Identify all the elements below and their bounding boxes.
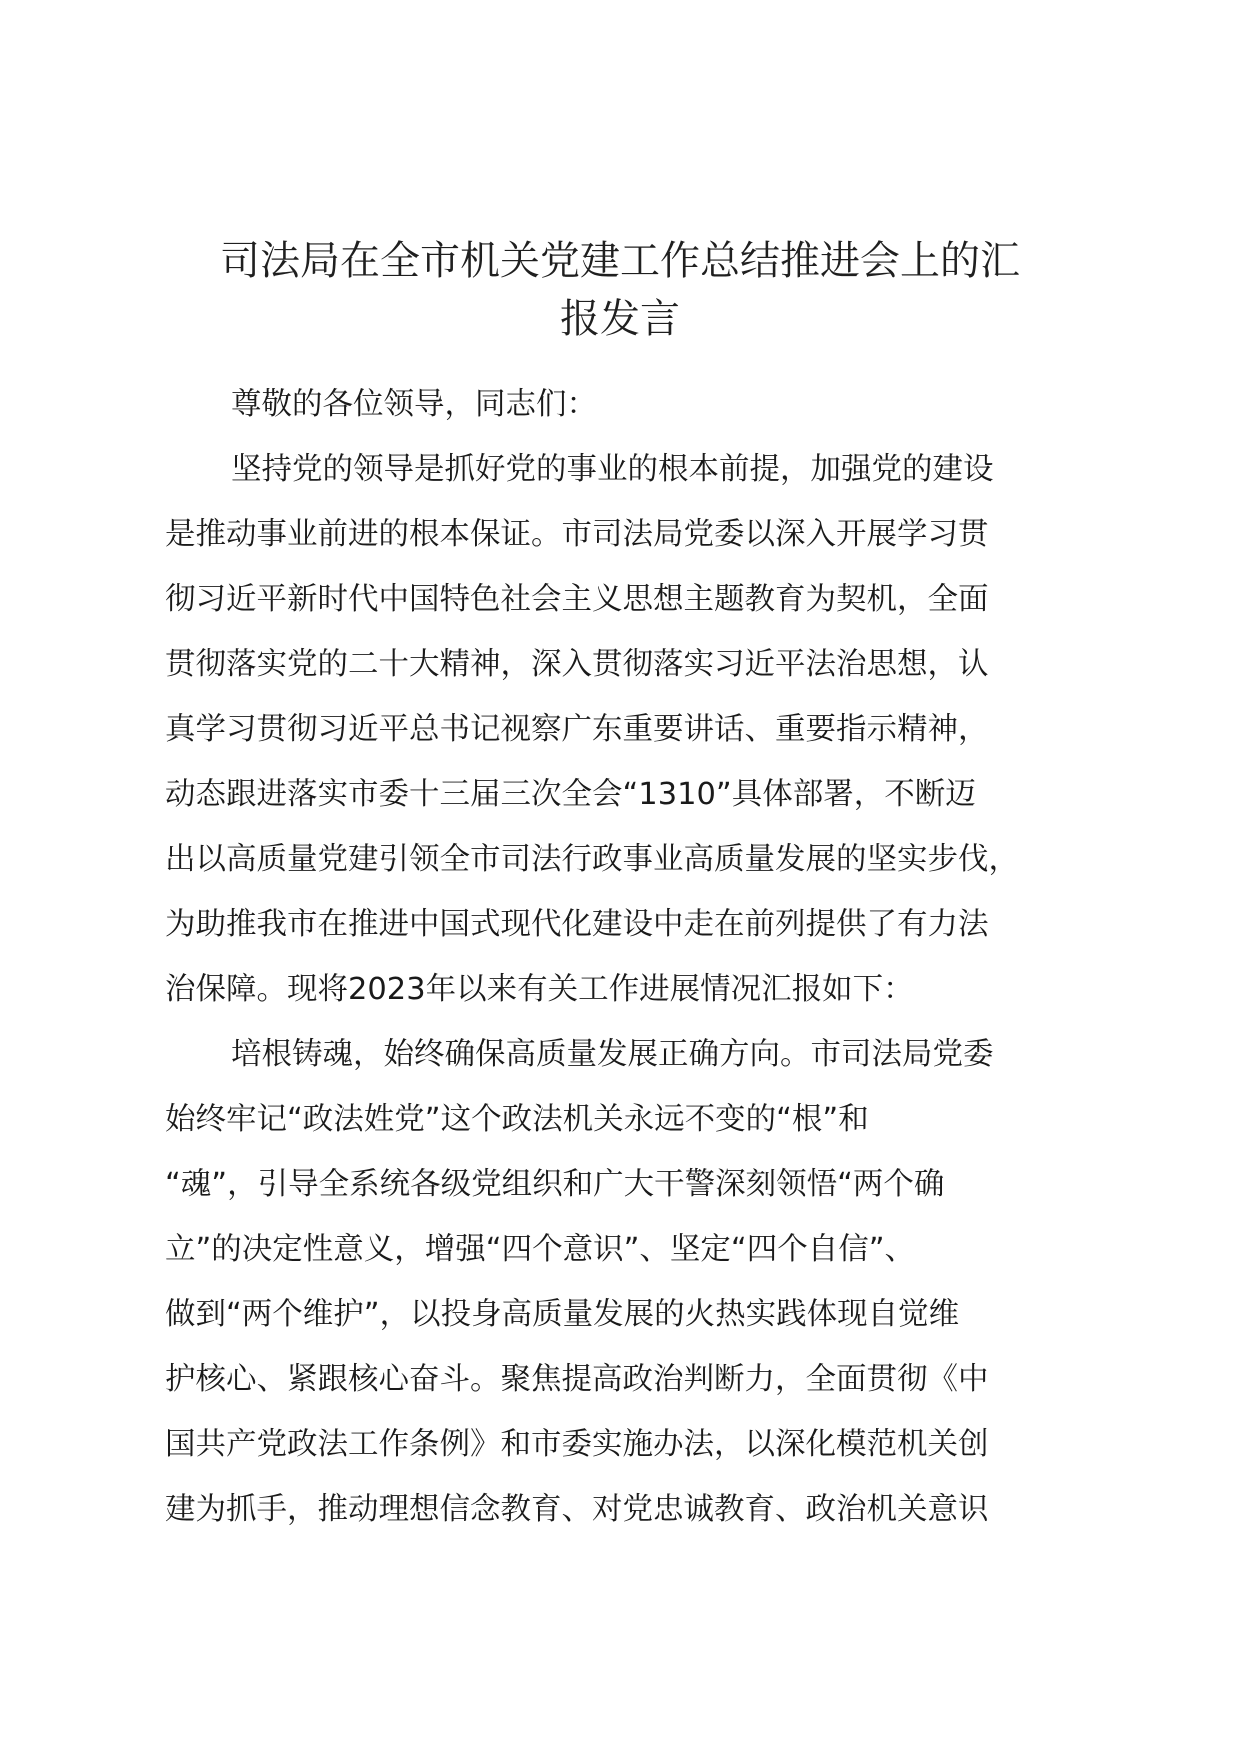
paragraph-line: 动态跟进落实市委十三届三次全会“1310”具体部署，不断迈 [165,777,976,812]
document-title [160,232,1080,348]
paragraph-line: 始终牢记“政法姓党”这个政法机关永远不变的“根”和 [165,1102,869,1137]
paragraph-line: 贯彻落实党的二十大精神，深入贯彻落实习近平法治思想，认 [165,647,989,682]
paragraph-line: 彻习近平新时代中国特色社会主义思想主题教育为契机，全面 [165,582,989,617]
paragraph-line: 护核心、紧跟核心奋斗。聚焦提高政治判断力，全面贯彻《中 [165,1362,989,1397]
paragraph-line: 是推动事业前进的根本保证。市司法局党委以深入开展学习贯 [165,517,989,552]
title-line-1: 司法局在全市机关党建工作总结推进会上的汇 [220,238,1020,284]
paragraph-line: 出以高质量党建引领全市司法行政事业高质量发展的坚实步伐， [165,842,1019,877]
paragraph-line: 国共产党政法工作条例》和市委实施办法，以深化模范机关创 [165,1427,989,1462]
paragraph-line: 坚持党的领导是抓好党的事业的根本前提，加强党的建设 [231,452,994,487]
paragraph-line: 培根铸魂，始终确保高质量发展正确方向。市司法局党委 [231,1037,994,1072]
paragraph-line: 为助推我市在推进中国式现代化建设中走在前列提供了有力法 [165,907,989,942]
paragraph-line: 治保障。现将2023年以来有关工作进展情况汇报如下： [165,972,914,1007]
paragraph-line: 立”的决定性意义，增强“四个意识”、坚定“四个自信”、 [165,1232,916,1267]
paragraph-line: “魂”，引导全系统各级党组织和广大干警深刻领悟“两个确 [165,1167,945,1202]
paragraph-line: 建为抓手，推动理想信念教育、对党忠诚教育、政治机关意识 [165,1492,989,1527]
title-line-2: 报发言 [560,296,680,342]
paragraph-line: 真学习贯彻习近平总书记视察广东重要讲话、重要指示精神， [165,712,989,747]
paragraph-line: 做到“两个维护”，以投身高质量发展的火热实践体现自觉维 [165,1297,960,1332]
salutation: 尊敬的各位领导，同志们： [231,387,597,422]
document-body [165,372,1095,1542]
